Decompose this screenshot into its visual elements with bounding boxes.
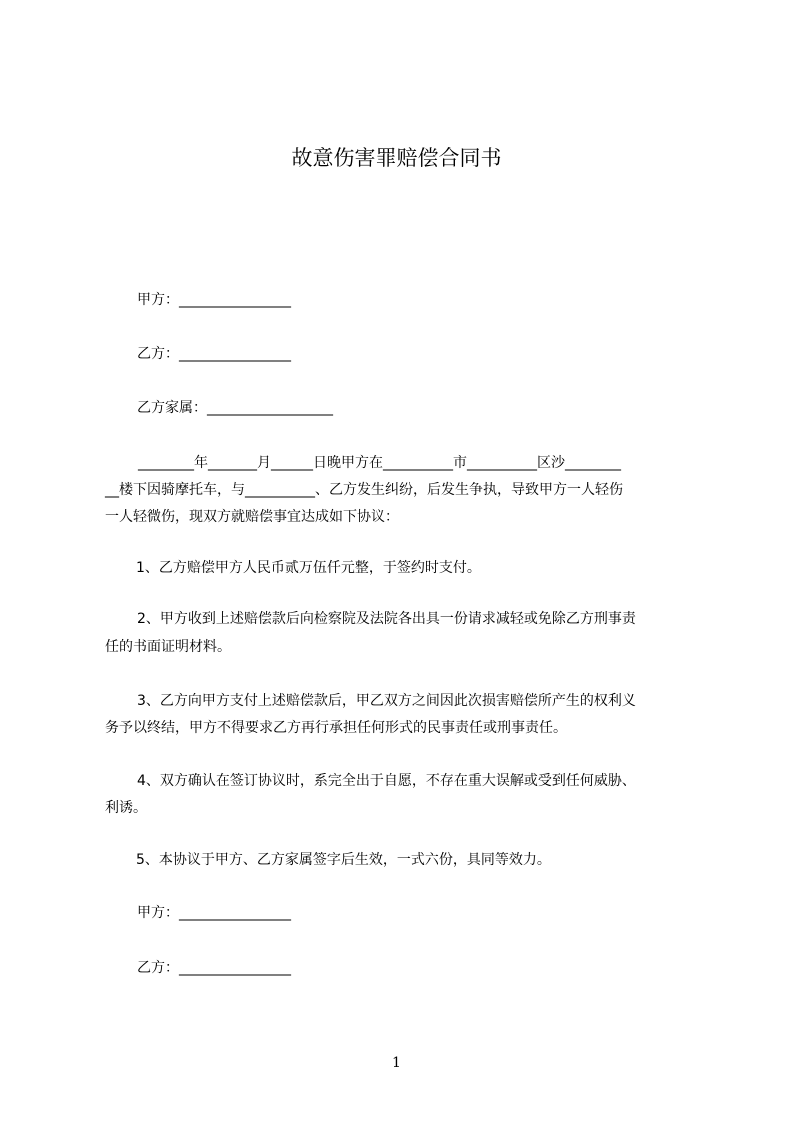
intro-line: 一人轻微伤，现双方就赔偿事宜达成如下协议： [105,509,399,525]
clause-line: 3、乙方向甲方支付上述赔偿款后，甲乙双方之间因此次损害赔偿所产生的权利义 [137,693,636,709]
page-number: 1 [392,1055,401,1071]
signature-party-a-field: 甲方：________________ [137,905,291,921]
clause-line: 2、甲方收到上述赔偿款后向检察院及法院各出具一份请求减轻或免除乙方刑事责 [137,611,636,627]
clause-line: 5、本协议于甲方、乙方家属签字后生效，一式六份，具同等效力。 [136,852,551,868]
intro-line: ________年_______月______日晚甲方在__________市__________区沙________ [138,455,621,471]
clause-line: 4、双方确认在签订协议时，系完全出于自愿，不存在重大误解或受到任何威胁、 [137,773,636,789]
party-b-family-field: 乙方家属：__________________ [137,400,333,416]
signature-party-b-field: 乙方：________________ [137,960,291,976]
clause-line: 1、乙方赔偿甲方人民币贰万伍仟元整，于签约时支付。 [136,560,481,576]
party-a-field: 甲方：________________ [137,292,291,308]
intro-line: __楼下因骑摩托车，与__________、乙方发生纠纷，后发生争执，导致甲方一人轻伤 [105,482,623,498]
clause-line: 务予以终结，甲方不得要求乙方再行承担任何形式的民事责任或刑事责任。 [105,720,567,736]
clause-line: 利诱。 [105,800,147,816]
clause-line: 任的书面证明材料。 [105,639,231,655]
party-b-field: 乙方：________________ [137,346,291,362]
document-title: 故意伤害罪赔偿合同书 [291,146,502,170]
